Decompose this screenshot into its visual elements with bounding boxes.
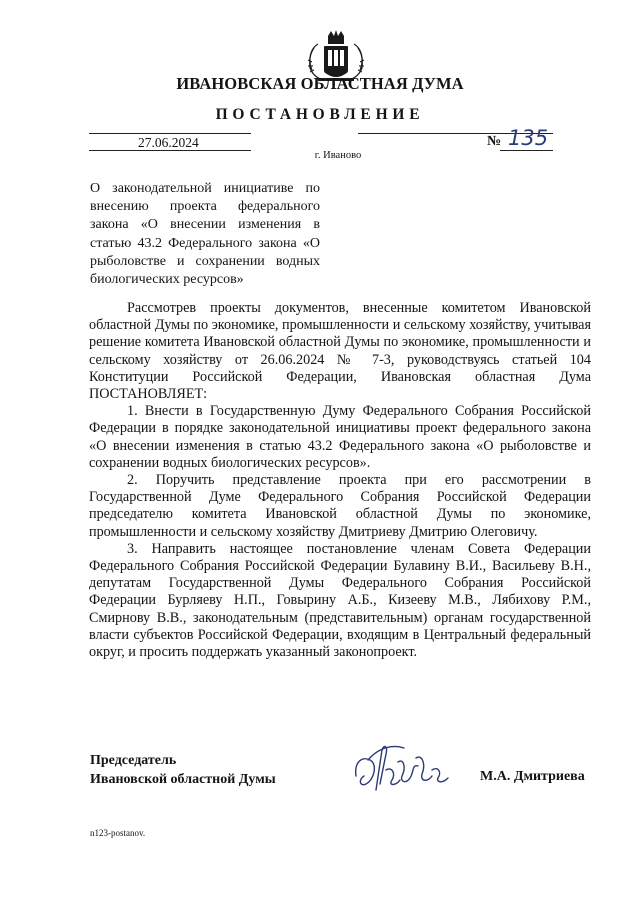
body-paragraph-1: 1. Внести в Государственную Думу Федерального Собрания Российской Федерации в порядке законодательной инициативы проект федерального закона «О внесении изменения в статью 43.2 Федерального закона «О рыболовстве и сохранении водных биологических ресурсов». — [89, 403, 591, 471]
file-reference: n123-postanov. — [90, 828, 146, 838]
number-label: № — [487, 134, 502, 149]
signatory-title — [90, 752, 276, 789]
city: г. Иваново — [314, 150, 362, 161]
signatory-name: М.А. Дмитриева — [480, 769, 585, 784]
document-date: 27.06.2024 — [138, 135, 199, 150]
signatory-title-line2: Ивановской областной Думы — [90, 771, 276, 787]
body-paragraph-2: 2. Поручить представление проекта при его рассмотрении в Государственной Думе Федерального Собрания Российской Федерации председателю комитета Ивановской областной Думы по экономике, промышленности и сельскому хозяйству Дмитриеву Дмитрию Олеговичу. — [89, 472, 591, 540]
document-subject: О законодательной инициативе по внесению проекта федерального закона «О внесении изменения в статью 43.2 Федерального закона «О рыболовстве и сохранении водных биологических ресурсов» — [90, 181, 320, 288]
handwritten-signature — [348, 740, 458, 802]
header-rule-left-top — [89, 133, 251, 134]
document-number: 135 — [508, 126, 549, 150]
body-paragraph-3: 3. Направить настоящее постановление членам Совета Федерации Федерального Собрания Российской Федерации Булавину В.И., Васильеву В.Н., депутатам Государственной Думы Федерального Собрания Российской Федерации Бурляеву Н.П., Говырину А.Б., Кизееву М.В., Лябихову Р.М., Смирнову В.В., законодательным (представительным) органам государственной власти субъектов Российской Федерации, входящим в Центральный федеральный округ, и просить поддержать указанный законопроект. — [89, 540, 591, 661]
organization-title: ИВАНОВСКАЯ ОБЛАСТНАЯ ДУМА — [176, 74, 464, 93]
document-type: ПОСТАНОВЛЕНИЕ — [215, 106, 425, 123]
body-paragraph-preamble: Рассмотрев проекты документов, внесенные комитетом Ивановской областной Думы по экономике, промышленности и сельскому хозяйству, учитывая решение комитета Ивановской областной Думы по экономике, промышленности и сельскому хозяйству от 26.06.2024 № 7-3, руководствуясь статьей 104 Конституции Российской Федерации, Ивановская областная Дума ПОСТАНОВЛЯЕТ: — [89, 300, 591, 403]
document-body — [89, 300, 591, 661]
signatory-title-line1: Председатель — [90, 753, 177, 768]
